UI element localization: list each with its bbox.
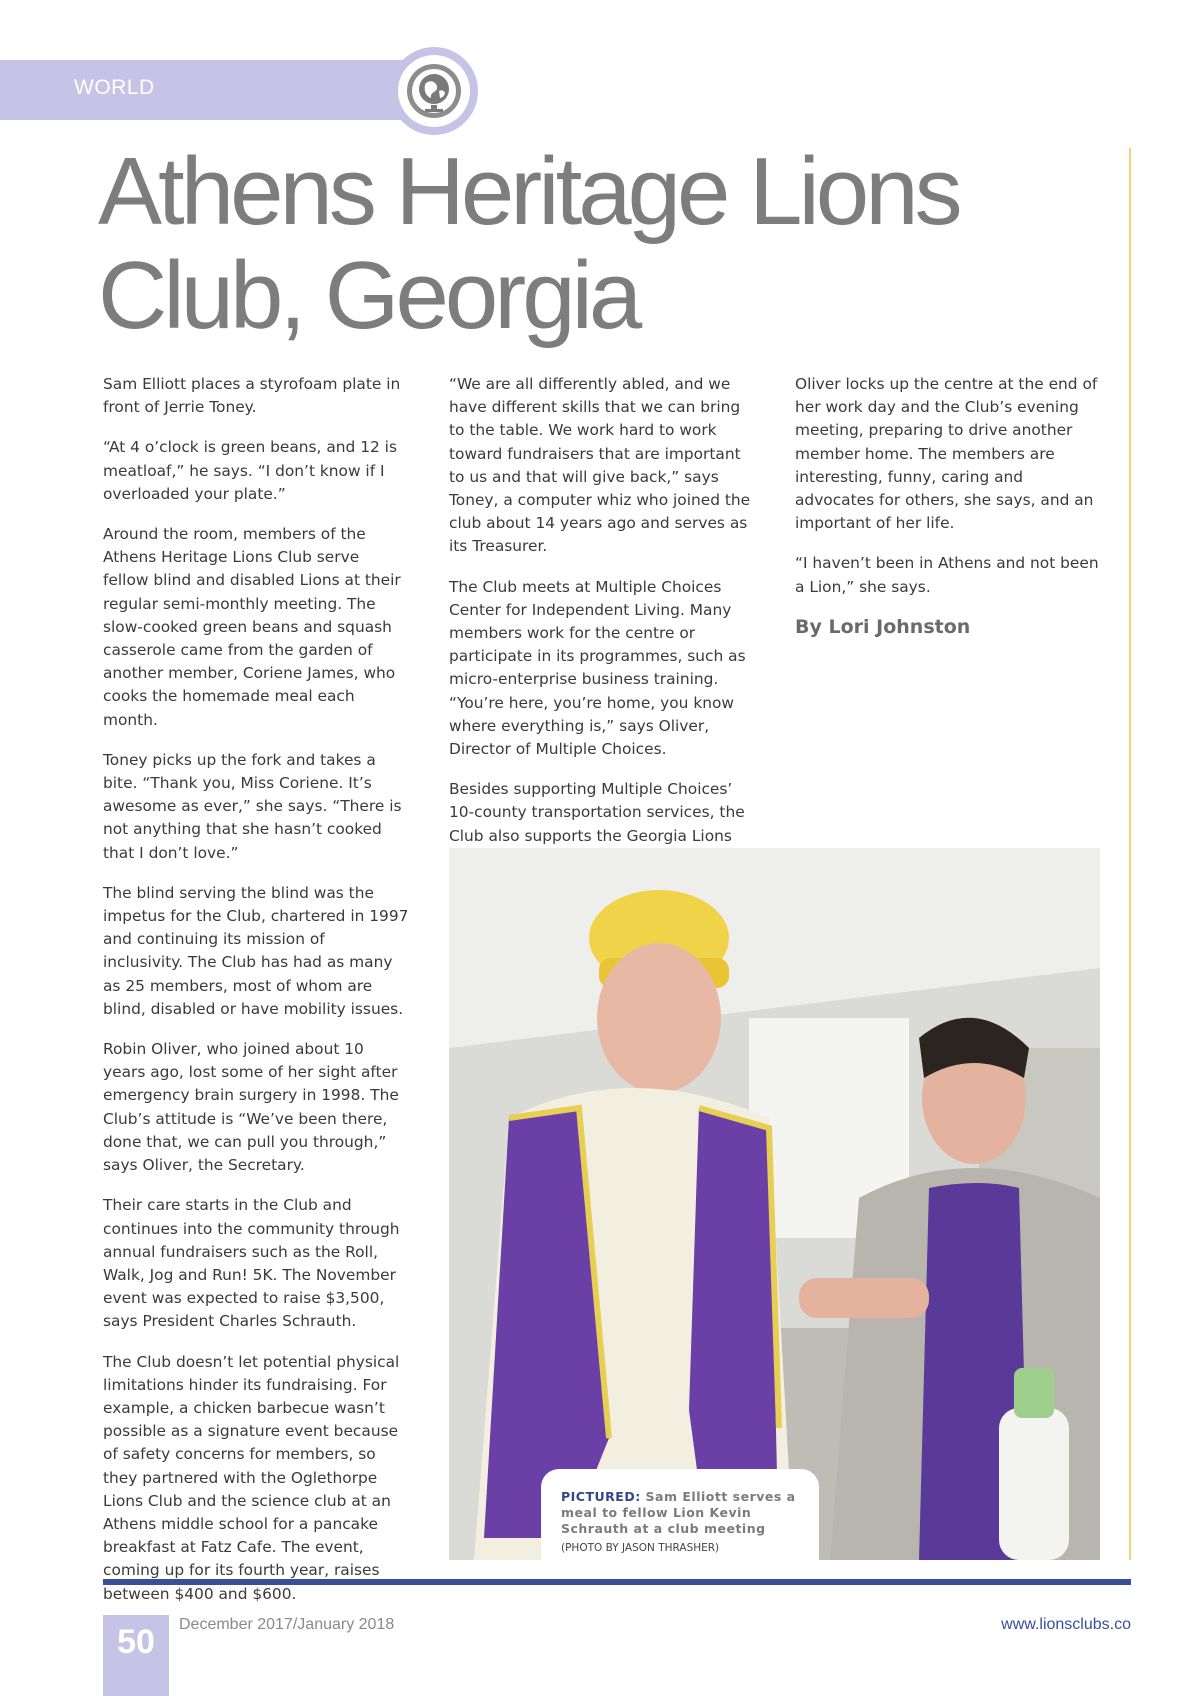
- article-photo: [449, 848, 1100, 1560]
- byline: By Lori Johnston: [795, 615, 971, 638]
- article-column-3: [795, 373, 1101, 639]
- paragraph: Besides supporting Multiple Choices’ 10-county transportation services, the Club also supports the Georgia Lions: [449, 780, 745, 845]
- headline-line-2: Club, Georgia: [98, 242, 639, 349]
- photo-caption: [541, 1469, 819, 1561]
- paragraph: The Club meets at Multiple Choices Center for Independent Living. Many members work for the centre or participate in its programmes, such as micro-enterprise business training. “You’re here, you’re home, you know where everything is,” says Oliver, Director of Multiple Choices.: [449, 577, 746, 759]
- paragraph: “I haven’t been in Athens and not been a Lion,” she says.: [795, 554, 1099, 596]
- section-label: WORLD: [74, 76, 155, 99]
- paragraph: Oliver locks up the centre at the end of her work day and the Club’s evening meeting, preparing to drive another member home. The members are interesting, funny, caring and advocates for others, she says, and an important of her life.: [795, 375, 1098, 533]
- paragraph: “We are all differently abled, and we have different skills that we can bring to the table. We work hard to work toward fundraisers that are important to us and that will give back,” says Toney, a computer whiz who joined the club about 14 years ago and serves as its Treasurer.: [449, 375, 751, 556]
- article-column-1: [103, 373, 409, 1623]
- page-number-box: [103, 1615, 169, 1696]
- globe-icon: [404, 61, 464, 121]
- column-rule: [1129, 148, 1131, 1560]
- section-banner: [0, 60, 410, 120]
- paragraph: Robin Oliver, who joined about 10 years ago, lost some of her sight after emergency brain surgery in 1998. The Club’s attitude is “We’ve been there, done that, we can pull you through,” says Oliver, the Secretary.: [103, 1040, 399, 1175]
- paragraph: “At 4 o’clock is green beans, and 12 is meatloaf,” he says. “I don’t know if I overloaded your plate.”: [103, 438, 397, 503]
- footer-rule: [103, 1579, 1131, 1585]
- article-headline: [98, 140, 1108, 348]
- section-badge: [390, 47, 478, 135]
- paragraph: The blind serving the blind was the impetus for the Club, chartered in 1997 and continuing its mission of inclusivity. The Club has had as many as 25 members, most of whom are blind, disabled or have mobility issues.: [103, 883, 409, 1018]
- paragraph: Sam Elliott places a styrofoam plate in front of Jerrie Toney.: [103, 375, 401, 417]
- caption-label: PICTURED:: [561, 1489, 641, 1504]
- website-link[interactable]: www.lionsclubs.co: [1001, 1616, 1131, 1633]
- photo-credit: (PHOTO BY JASON THRASHER): [561, 1542, 720, 1554]
- paragraph: The Club doesn’t let potential physical limitations hinder its fundraising. For example, a chicken barbecue wasn’t possible as a signature event because of safety concerns for members, so they partnered with the Oglethorpe Lions Club and the science club at an Athens middle school for a pancake breakfast at Fatz Cafe. The event, coming up for its fourth year, raises between $400 and $600.: [103, 1352, 400, 1603]
- paragraph: Around the room, members of the Athens Heritage Lions Club serve fellow blind and disabled Lions at their regular semi-monthly meeting. The slow-cooked green beans and squash casserole came from the garden of another member, Coriene James, who cooks the homemade meal each month.: [103, 525, 401, 729]
- headline-line-1: Athens Heritage Lions: [98, 138, 959, 245]
- paragraph: Toney picks up the fork and takes a bite. “Thank you, Miss Coriene. It’s awesome as ever,” she says. “There is not anything that she hasn’t cooked that I don’t love.”: [103, 750, 402, 862]
- caption-text: Sam Elliott serves a meal to fellow Lion Kevin Schrauth at a club meeting: [561, 1489, 796, 1536]
- photo-illustration: [449, 848, 1100, 1560]
- paragraph: Their care starts in the Club and continues into the community through annual fundraisers such as the Roll, Walk, Jog and Run! 5K. The November event was expected to raise $3,500, says President Charles Schrauth.: [103, 1196, 400, 1331]
- issue-date: December 2017/January 2018: [179, 1616, 395, 1633]
- page-number: 50: [117, 1623, 155, 1661]
